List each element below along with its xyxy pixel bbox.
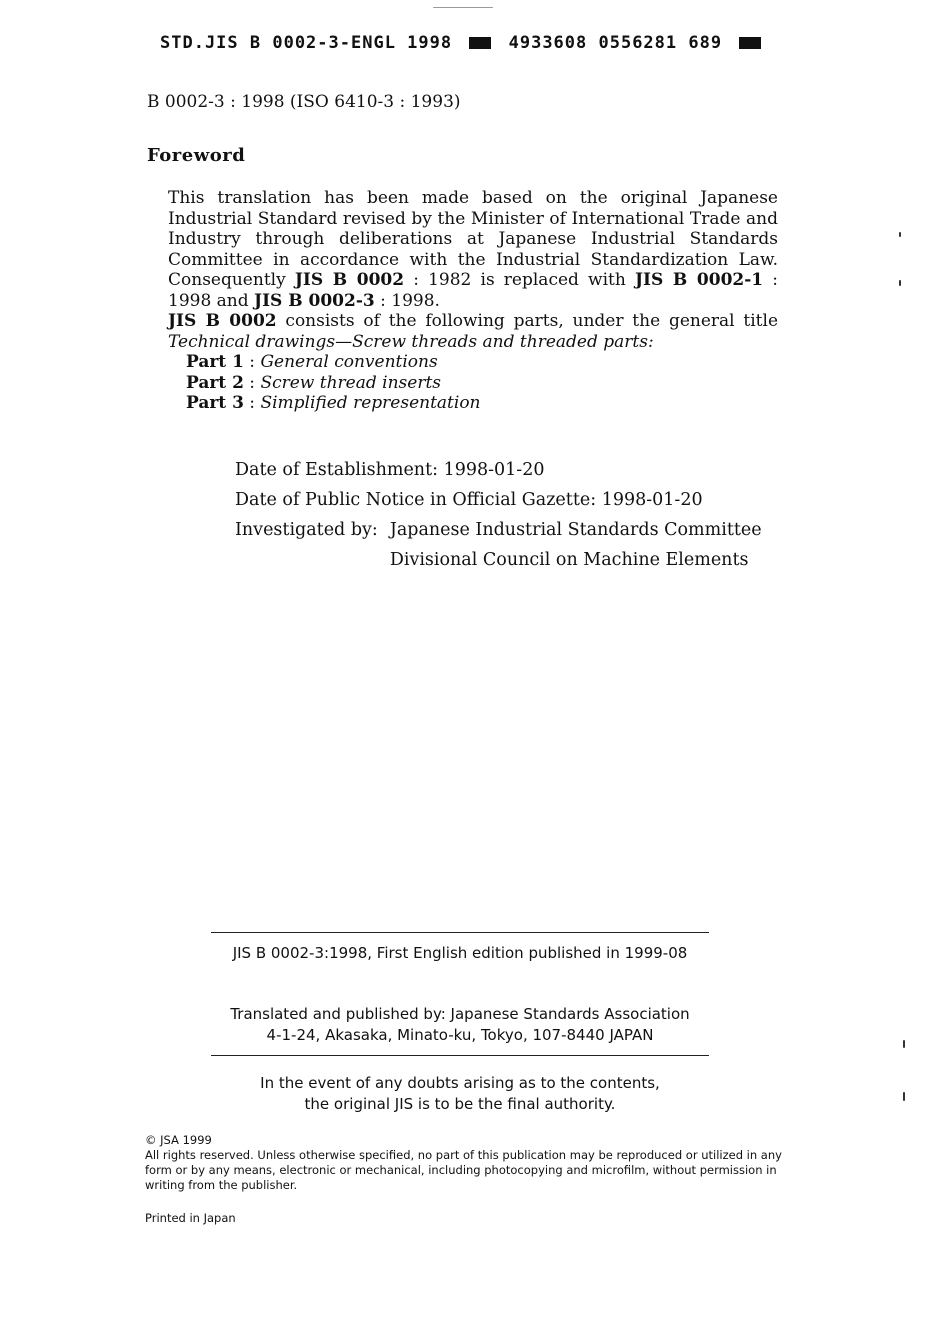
divider — [211, 1055, 709, 1056]
establishment-date: Date of Establishment: 1998-01-20 — [235, 460, 545, 480]
scan-speck — [903, 1040, 905, 1048]
document-identifier: B 0002-3 : 1998 (ISO 6410-3 : 1993) — [147, 92, 461, 112]
list-item: Part 3 : Simplified representation — [186, 393, 481, 413]
scan-speck — [899, 280, 901, 286]
public-notice-date: Date of Public Notice in Official Gazette: 1998-01-20 — [235, 490, 703, 510]
scan-speck — [903, 1092, 905, 1101]
list-item: Part 2 : Screw thread inserts — [186, 372, 442, 393]
copyright-line: © JSA 1999 — [145, 1133, 212, 1147]
edition-line: JIS B 0002-3:1998, First English edition published in 1999-08 — [232, 944, 688, 962]
printed-in: Printed in Japan — [145, 1211, 236, 1225]
list-item: Part 1 : General conventions — [186, 352, 438, 372]
barcode-block-icon — [469, 37, 491, 49]
scan-speck — [899, 232, 901, 237]
divider — [211, 932, 709, 933]
foreword-paragraph-2: JIS B 0002 consists of the following parts, under the general title Technical drawings—Screw threads and threaded parts: — [168, 311, 779, 352]
foreword-heading: Foreword — [147, 145, 246, 166]
dates-block — [235, 455, 762, 575]
rights-notice: All rights reserved. Unless otherwise specified, no part of this publication may be reproduced or utilized in any form or by any means, electronic or mechanical, including photocopying and microfilm, without permission in writing from the publisher. — [145, 1148, 782, 1192]
foreword-body — [168, 188, 778, 414]
copyright-block — [145, 1133, 785, 1193]
foreword-paragraph-1: This translation has been made based on the original Japanese Industrial Standard revised by the Minister of International Trade and Industry through deliberations at Japanese Industrial Standards Committee in accordance with the Industrial Standardization Law. Consequently JIS B 0002 : 1982 is replaced with JIS B 0002-1 : 1998 and JIS B 0002-3 : 1998. — [168, 188, 778, 311]
investigated-by: Investigated by: Japanese Industrial Standards Committee Divisional Council on Machine Elements — [235, 520, 762, 570]
scan-header-middle: 4933608 0556281 689 — [508, 33, 723, 53]
parts-list — [168, 352, 778, 414]
scan-header-left: STD.JIS B 0002-3-ENGL 1998 — [160, 33, 453, 53]
authority-notice: In the event of any doubts arising as to the contents, the original JIS is to be the final authority. — [260, 1074, 660, 1113]
publisher-block: Translated and published by: Japanese Standards Association 4-1-24, Akasaka, Minato-ku, Tokyo, 107-8440 JAPAN — [230, 1005, 690, 1044]
scan-header — [160, 33, 767, 53]
barcode-block-icon — [739, 37, 761, 49]
scan-speck — [433, 7, 493, 8]
